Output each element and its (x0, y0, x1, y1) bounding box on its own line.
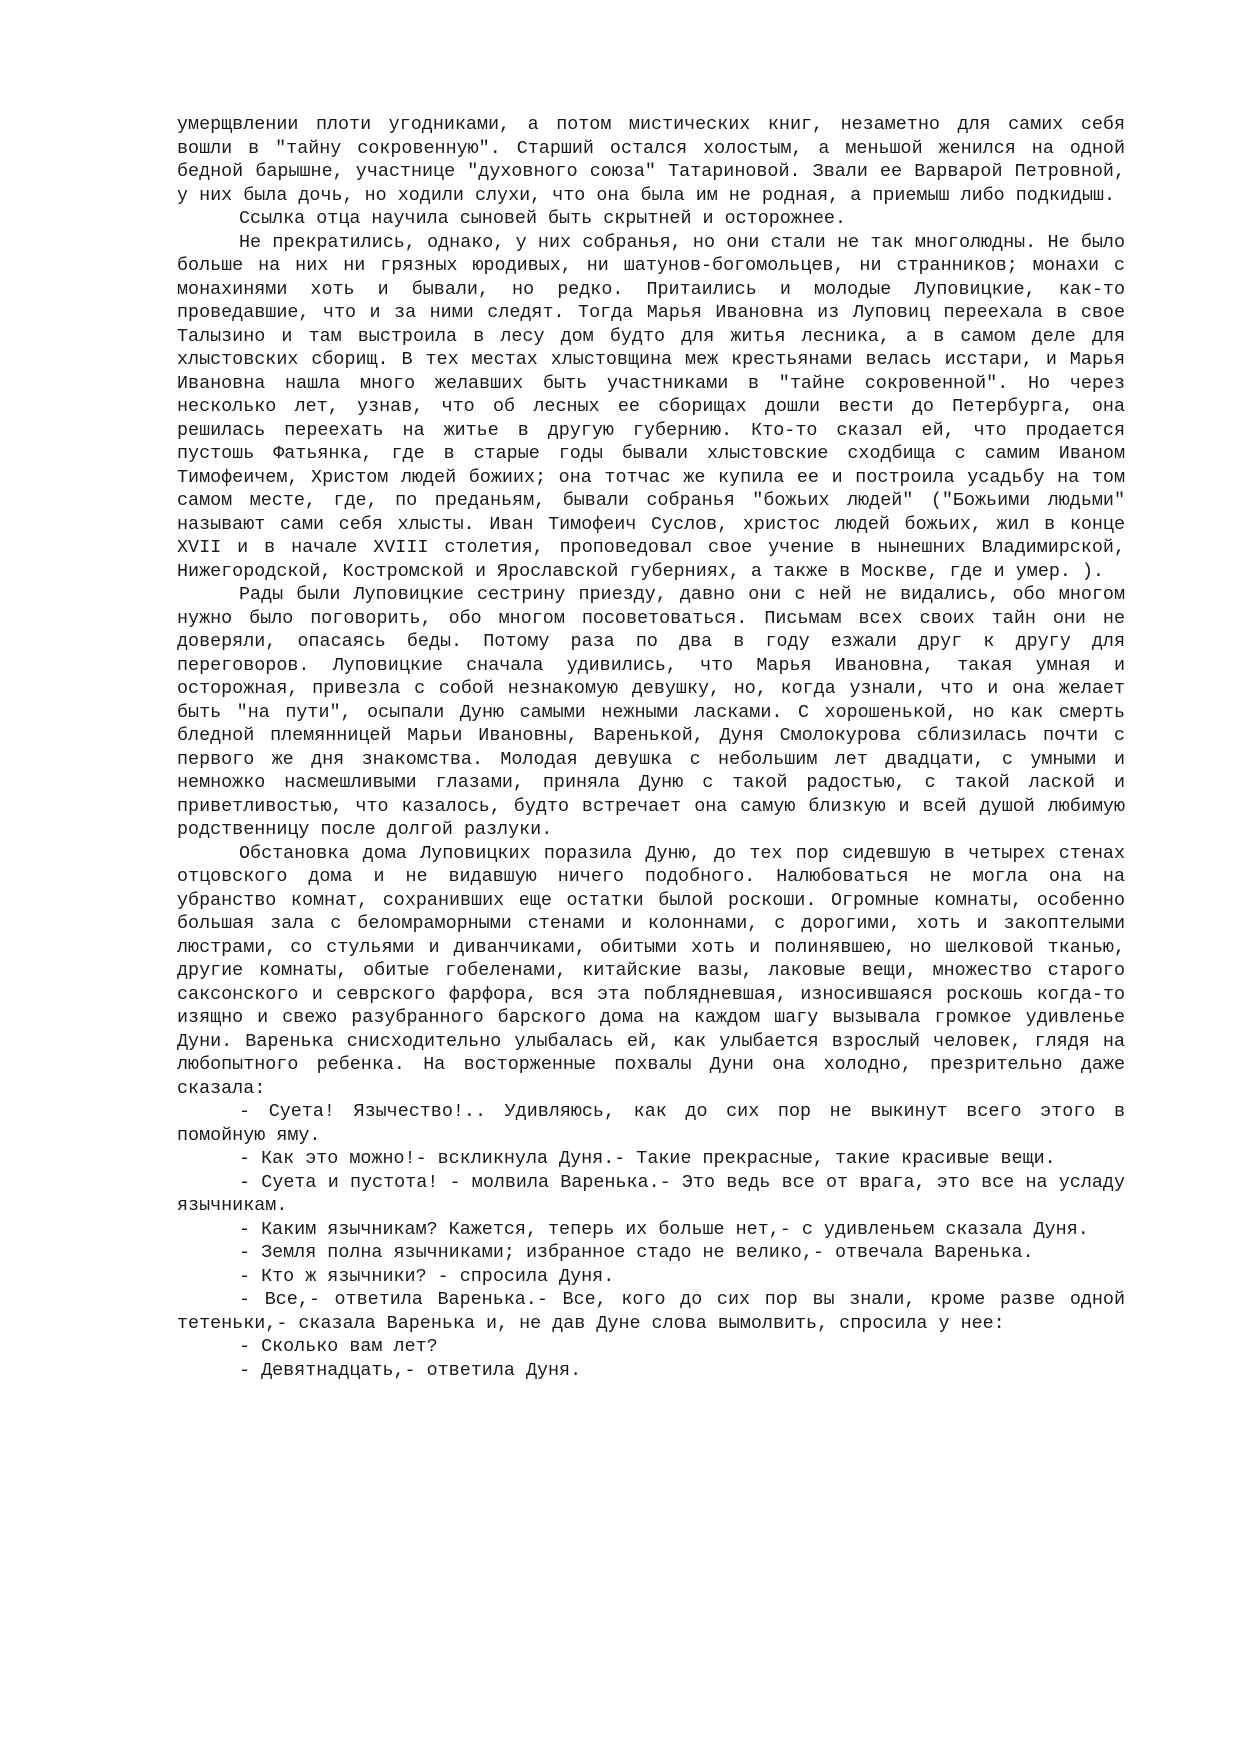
paragraph-4: Рады были Луповицкие сестрину приезду, давно они с ней не видались, обо многом нужно было поговорить, обо многом посоветоваться. Письмам всех своих тайн они не доверяли, опасаясь беды. Потому раза по два в году езжали друг к другу для переговоров. Луповицкие сначала удивились, что Марья Ивановна, такая умная и осторожная, привезла с собой незнакомую девушку, но, когда узнали, что и она желает быть "на пути", осыпали Дуню самыми нежными ласками. С хорошенькой, но как смерть бледной племянницей Марьи Ивановны, Варенькой, Дуня Смолокурова сблизилась почти с первого же дня знакомства. Молодая девушка с небольшим лет двадцати, с умными и немножко насмешливыми глазами, приняла Дуню с такой радостью, с такой лаской и приветливостью, что казалось, будто встречает она самую близкую и всей душой любимую родственницу после долгой разлуки. (177, 584, 1125, 840)
dialog-line-8: - Сколько вам лет? (239, 1336, 438, 1357)
dialog-line-3: - Суета и пустота! - молвила Варенька.- Это ведь все от врага, это все на усладу язычникам. (177, 1171, 1125, 1216)
dialog-line-5: - Земля полна язычниками; избранное стадо не велико,- отвечала Варенька. (239, 1242, 1034, 1263)
paragraph-3: Не прекратились, однако, у них собранья, но они стали не так многолюдны. Не было больше на них ни грязных юродивых, ни шатунов-богомольцев, ни странников; монахи с монахинями хоть и бывали, но редко. Притаились и молодые Луповицкие, как-то проведавшие, что и за ними следят. Тогда Марья Ивановна из Луповиц переехала в свое Талызино и там выстроила в лесу дом будто для житья лесника, а в самом деле для хлыстовских сборищ. В тех местах хлыстовщина меж крестьянами велась исстари, и Марья Ивановна нашла много желавших быть участниками в "тайне сокровенной". Но через несколько лет, узнав, что об лесных ее сборищах дошли вести до Петербурга, она решилась переехать на житье в другую губернию. Кто-то сказал ей, что продается пустошь Фатьянка, где в старые годы бывали хлыстовские сходбища с самим Иваном Тимофеичем, Христом людей божиих; она тотчас же купила ее и построила усадьбу на том самом месте, где, по преданьям, бывали собранья "божьих людей" ("Божьими людьми" называют сами себя хлысты. Иван Тимофеич Суслов, христос людей божьих, жил в конце XVII и в начале XVIII столетия, проповедовал свое учение в нынешних Владимирской, Нижегородской, Костромской и Ярославской губерниях, а также в Москве, где и умер. ). (177, 231, 1125, 582)
dialog-line-7: - Все,- ответила Варенька.- Все, кого до сих пор вы знали, кроме разве одной тетеньки,- сказала Варенька и, не дав Дуне слова вымолвить, спросила у нее: (177, 1289, 1125, 1334)
dialog-line-1: - Суета! Язычество!.. Удивляюсь, как до сих пор не выкинут всего этого в помойную яму. (177, 1101, 1125, 1146)
paragraph-5: Обстановка дома Луповицких поразила Дуню, до тех пор сидевшую в четырех стенах отцовского дома и не видавшую ничего подобного. Налюбоваться не могла она на убранство комнат, сохранивших еще остатки былой роскоши. Огромные комнаты, особенно большая зала с беломраморными стенами и колоннами, с дорогими, хоть и закоптелыми люстрами, со стульями и диванчиками, обитыми хоть и полинявшею, но шелковой тканью, другие комнаты, обитые гобеленами, китайские вазы, лаковые вещи, множество старого саксонского и севрского фарфора, вся эта поблядневшая, износившаяся роскошь когда-то изящно и свежо разубранного барского дома на каждом шагу вызывала громкое удивленье Дуни. Варенька снисходительно улыбалась ей, как улыбается взрослый человек, глядя на любопытного ребенка. На восторженные похвалы Дуни она холодно, презрительно даже сказала: (177, 842, 1125, 1099)
paragraph-1: умерщвлении плоти угодниками, а потом мистических книг, незаметно для самих себя вошли в "тайну сокровенную". Старший остался холостым, а меньшой женился на одной бедной барышне, участнице "духовного союза" Татариновой. Звали ее Варварой Петровной, у них была дочь, но ходили слухи, что она была им не родная, а приемыш либо подкидыш. (177, 114, 1125, 206)
dialog-line-9: - Девятнадцать,- ответила Дуня. (239, 1359, 582, 1381)
dialog-line-6: - Кто ж язычники? - спросила Дуня. (239, 1265, 615, 1287)
document-page (177, 113, 1125, 1382)
paragraph-2: Ссылка отца научила сыновей быть скрытней и осторожнее. (239, 208, 846, 229)
dialog-line-4: - Каким язычникам? Кажется, теперь их больше нет,- с удивленьем сказала Дуня. (239, 1218, 1089, 1240)
dialog-line-2: - Как это можно!- вскликнула Дуня.- Такие прекрасные, такие красивые вещи. (239, 1148, 1056, 1169)
